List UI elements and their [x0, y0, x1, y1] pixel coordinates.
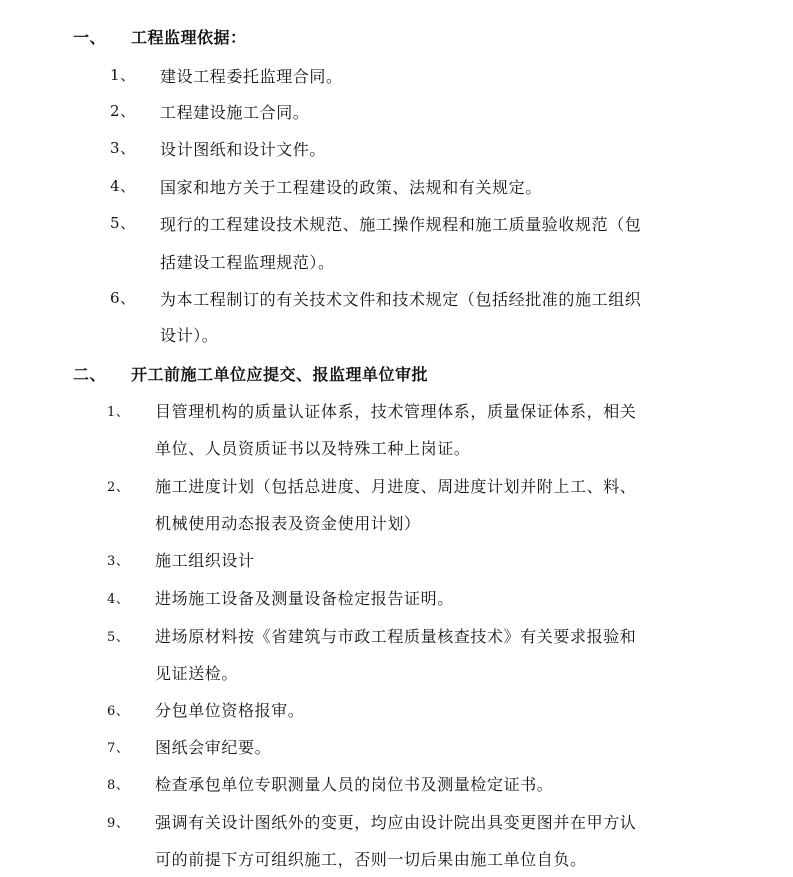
section-1-item-1	[110, 64, 710, 86]
item-number: 2、	[107, 480, 130, 495]
section-2-item-1	[107, 399, 767, 421]
item-text: 现行的工程建设技术规范、施工操作规程和施工质量验收规范（包	[160, 215, 642, 234]
item-text: 建设工程委托监理合同。	[160, 67, 343, 86]
section-2-item-1-continuation: 单位、人员资质证书以及特殊工种上岗证。	[155, 439, 471, 458]
item-number: 5、	[110, 214, 136, 232]
item-number: 2、	[110, 102, 136, 120]
section-1-title: 工程监理依据：	[131, 28, 247, 47]
section-2-item-4	[107, 586, 707, 608]
item-text: 施工组织设计	[155, 551, 255, 570]
section-2-item-5-continuation: 见证送检。	[155, 664, 239, 683]
section-2-item-2	[107, 474, 767, 496]
section-1-item-3	[110, 137, 710, 159]
item-number: 6、	[110, 289, 136, 307]
item-text: 目管理机构的质量认证体系，技术管理体系，质量保证体系，相关	[155, 402, 637, 421]
item-text: 图纸会审纪要。	[155, 738, 272, 757]
section-1-item-5	[110, 212, 770, 234]
item-text: 强调有关设计图纸外的变更，均应由设计院出具变更图并在甲方认	[155, 813, 637, 832]
item-number: 9、	[107, 816, 130, 831]
section-2-item-8	[107, 772, 727, 794]
item-number: 4、	[110, 177, 136, 195]
item-text: 设计图纸和设计文件。	[160, 140, 327, 159]
item-number: 3、	[107, 554, 130, 569]
section-1-item-2	[110, 100, 710, 122]
section-2-item-2-continuation: 机械使用动态报表及资金使用计划）	[155, 514, 421, 533]
item-number: 3、	[110, 139, 136, 157]
section-2-item-9	[107, 810, 767, 832]
item-number: 6、	[107, 704, 130, 719]
item-number: 7、	[107, 741, 130, 756]
item-number: 4、	[107, 592, 130, 607]
section-1-number: 一、	[73, 28, 107, 47]
item-number: 8、	[107, 778, 130, 793]
section-2-item-6	[107, 698, 707, 720]
item-text: 工程建设施工合同。	[160, 103, 310, 122]
item-number: 1、	[107, 405, 130, 420]
item-number: 1、	[110, 66, 136, 84]
section-2-item-3	[107, 548, 707, 570]
section-1-heading	[73, 25, 373, 47]
item-text: 检查承包单位专职测量人员的岗位书及测量检定证书。	[155, 775, 554, 794]
section-1-item-4	[110, 175, 730, 197]
section-2-number: 二、	[73, 365, 107, 384]
section-2-title: 开工前施工单位应提交、报监理单位审批	[131, 365, 429, 384]
section-1-item-6-continuation: 设计）。	[160, 326, 219, 345]
section-2-heading	[73, 362, 573, 384]
item-text: 进场施工设备及测量设备检定报告证明。	[155, 589, 454, 608]
section-2-item-5	[107, 624, 767, 646]
item-text: 施工进度计划（包括总进度、月进度、周进度计划并附上工、料、	[155, 477, 637, 496]
section-1-item-6	[110, 287, 770, 309]
section-1-item-5-continuation: 括建设工程监理规范）。	[160, 253, 335, 272]
item-text: 分包单位资格报审。	[155, 701, 305, 720]
item-number: 5、	[107, 630, 130, 645]
item-text: 进场原材料按《省建筑与市政工程质量核查技术》有关要求报验和	[155, 627, 637, 646]
section-2-item-7	[107, 735, 707, 757]
item-text: 为本工程制订的有关技术文件和技术规定（包括经批准的施工组织	[160, 290, 642, 309]
section-2-item-9-continuation: 可的前提下方可组织施工，否则一切后果由施工单位自负。	[155, 850, 587, 869]
item-text: 国家和地方关于工程建设的政策、法规和有关规定。	[160, 178, 542, 197]
